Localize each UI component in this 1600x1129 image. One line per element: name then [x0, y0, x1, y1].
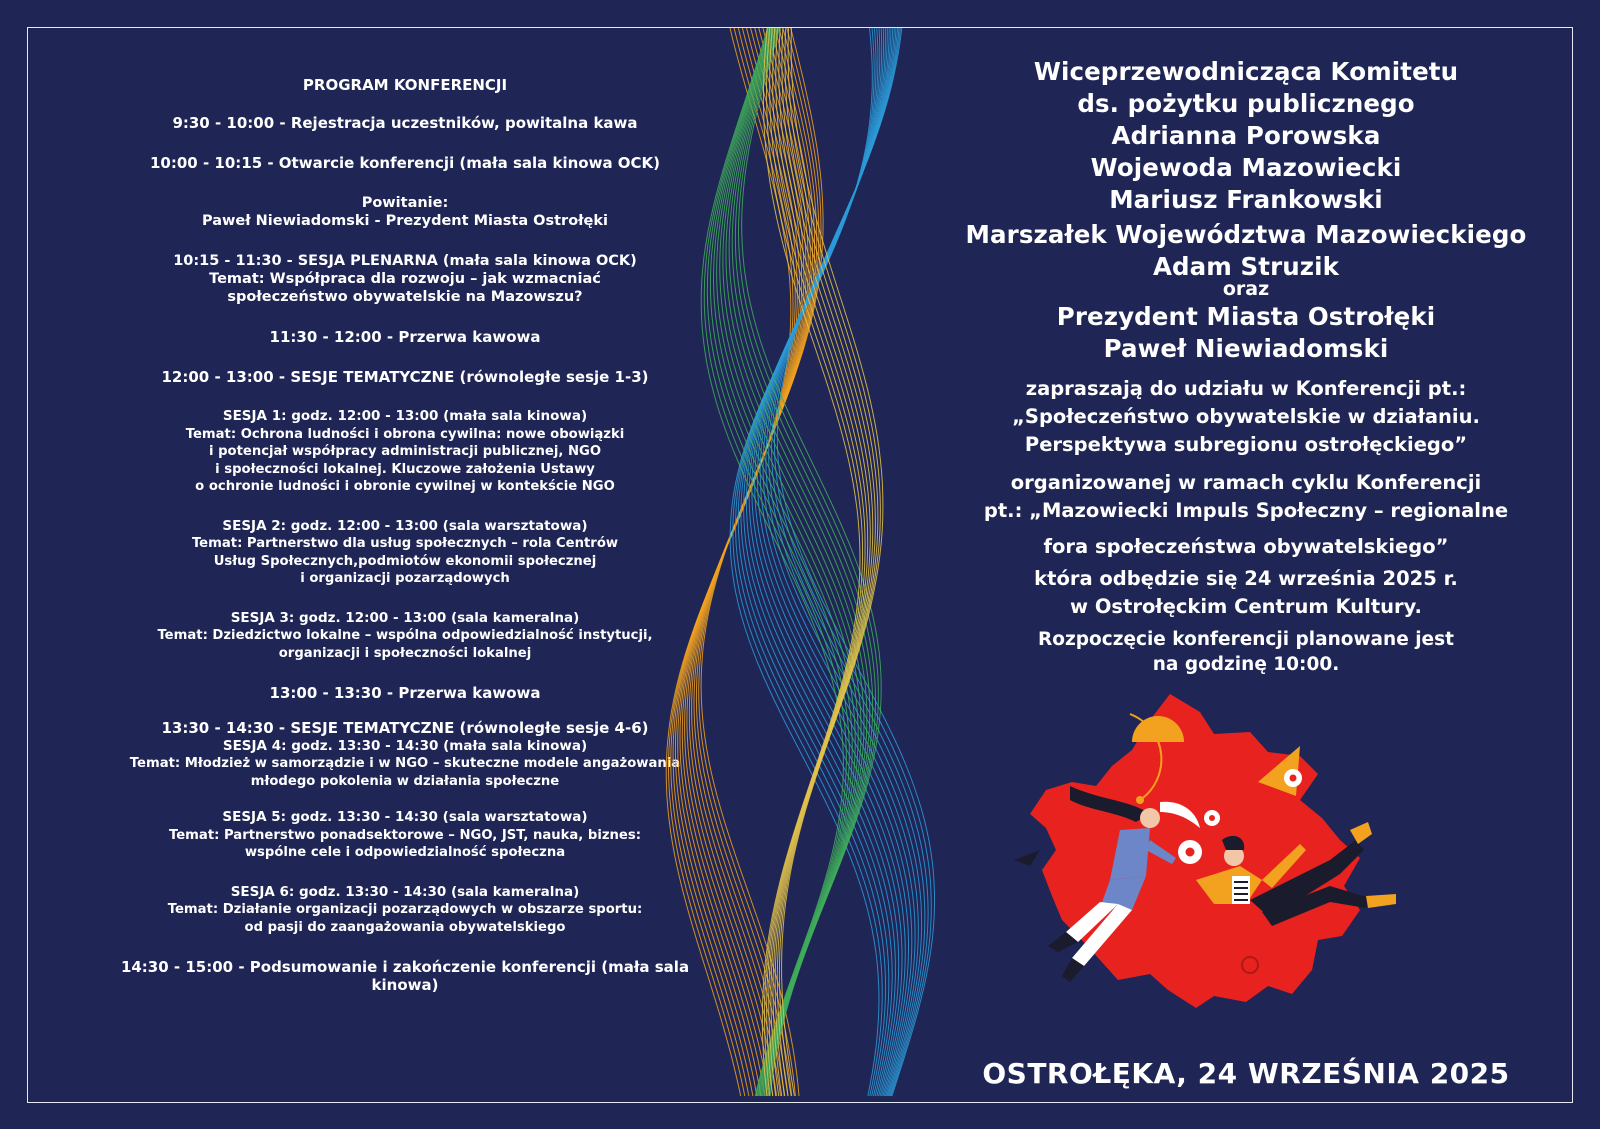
plenary-head: 10:15 - 11:30 - SESJA PLENARNA (mała sala kinowa OCK)	[173, 253, 637, 269]
program-thematic-sessions: 13:30 - 14:30 - SESJE TEMATYCZNE (równoległe sesje 4-6)	[161, 719, 649, 737]
wave-line	[707, 28, 849, 1096]
invitation-oraz: oraz	[1222, 278, 1270, 300]
program-thematic-sessions: 12:00 - 13:00 - SESJE TEMATYCZNE (równoległe sesje 1-3)	[161, 368, 649, 386]
invitation-host-line: Wiceprzewodnicząca Komitetu	[1033, 57, 1459, 86]
plenary-topic-line: Temat: Współpraca dla rozwoju – jak wzmacniać	[209, 271, 601, 287]
invitation-host-line: Marszałek Województwa Mazowieckiego	[965, 220, 1527, 249]
session-line: Usług Społecznych,podmiotów ekonomii społecznej	[213, 553, 597, 569]
session-line: wspólne cele i odpowiedzialność społeczna	[244, 845, 566, 860]
program-plenary	[85, 252, 725, 306]
session-line: Temat: Działanie organizacji pozarządowych w obszarze sportu:	[167, 902, 643, 917]
session-4	[85, 720, 725, 790]
program-welcome	[85, 194, 725, 230]
invitation-text: w Ostrołęckim Centrum Kultury.	[1070, 595, 1422, 618]
session-line: Temat: Partnerstwo ponadsektorowe – NGO, JST, nauka, biznes:	[169, 827, 641, 843]
welcome-head: Powitanie:	[361, 195, 449, 211]
session-line: i społeczności lokalnej. Kluczowe założenia Ustawy	[215, 461, 595, 477]
invitation-text: fora społeczeństwa obywatelskiego”	[1043, 535, 1449, 558]
session-line: Temat: Ochrona ludności i obrona cywilna: nowe obowiązki	[185, 426, 625, 442]
program-registration: 9:30 - 10:00 - Rejestracja uczestników, powitalna kawa	[172, 114, 638, 132]
session-line: młodego pokolenia w działania społeczne	[250, 773, 560, 789]
mazovia-map-illustration	[1000, 690, 1430, 1020]
invitation	[955, 56, 1537, 677]
invitation-text: Rozpoczęcie konferencji planowane jest	[1038, 629, 1454, 650]
invitation-host-line: Wojewoda Mazowiecki	[1090, 153, 1402, 182]
wave-line	[671, 28, 795, 1096]
session-line: Temat: Partnerstwo dla usług społecznych – rola Centrów	[191, 536, 619, 551]
session-head: SESJA 2: godz. 12:00 - 13:00 (sala warsztatowa)	[222, 517, 588, 534]
session-head: SESJA 1: godz. 12:00 - 13:00 (mała sala kinowa)	[222, 408, 588, 424]
session-line: i potencjał współpracy administracji publicznej, NGO	[208, 444, 602, 459]
wave-line	[735, 28, 875, 1096]
session-line: o ochronie ludności i obronie cywilnej w kontekście NGO	[195, 479, 615, 494]
invitation-text: „Społeczeństwo obywatelskie w działaniu.	[1012, 405, 1480, 428]
session-1	[85, 408, 725, 496]
wave-line	[666, 28, 791, 1096]
session-2	[85, 518, 725, 588]
invitation-text: pt.: „Mazowiecki Impuls Społeczny – regionalne	[983, 499, 1509, 522]
program-opening: 10:00 - 10:15 - Otwarcie konferencji (mała sala kinowa OCK)	[149, 154, 661, 172]
conference-program	[85, 76, 725, 1016]
paper-plane-icon	[1014, 850, 1040, 866]
invitation-text: na godzinę 10:00.	[1152, 654, 1340, 675]
invitation-text: Perspektywa subregionu ostrołęckiego”	[1024, 433, 1468, 456]
session-5	[85, 809, 725, 862]
gear-icon	[1204, 810, 1220, 826]
invitation-host-line: Prezydent Miasta Ostrołęki	[1056, 302, 1436, 331]
invitation-text: która odbędzie się 24 września 2025 r.	[1034, 567, 1458, 590]
invitation-host-line: Paweł Niewiadomski	[1103, 334, 1389, 363]
footer-date: OSTROŁĘKA, 24 WRZEŚNIA 2025	[982, 1057, 1510, 1090]
wave-line	[769, 28, 868, 1096]
program-break: 11:30 - 12:00 - Przerwa kawowa	[269, 328, 541, 346]
session-3	[85, 610, 725, 663]
invitation-host-line: ds. pożytku publicznego	[1077, 89, 1415, 118]
invitation-host-line: Adam Struzik	[1152, 252, 1340, 281]
session-head: SESJA 3: godz. 12:00 - 13:00 (sala kameralna)	[230, 609, 580, 626]
invitation-host-line: Mariusz Frankowski	[1109, 185, 1383, 214]
program-title: PROGRAM KONFERENCJI	[302, 76, 508, 94]
program-break: 13:00 - 13:30 - Przerwa kawowa	[269, 684, 541, 702]
session-line: Temat: Młodzież w samorządzie i w NGO – skuteczne modele angażowania	[129, 756, 681, 771]
session-line: Temat: Dziedzictwo lokalne – wspólna odpowiedzialność instytucji,	[157, 628, 653, 643]
session-head: SESJA 6: godz. 13:30 - 14:30 (sala kameralna)	[230, 883, 580, 900]
session-head: SESJA 4: godz. 13:30 - 14:30 (mała sala kinowa)	[222, 737, 588, 754]
plenary-topic-line: społeczeństwo obywatelskie na Mazowszu?	[227, 289, 583, 305]
decorative-dot	[1136, 796, 1144, 804]
session-line: od pasji do zaangażowania obywatelskiego	[244, 919, 566, 935]
welcome-person: Paweł Niewiadomski - Prezydent Miasta Ostrołęki	[201, 213, 608, 229]
invitation-host-line: Adrianna Porowska	[1111, 121, 1381, 150]
invitation-text: organizowanej w ramach cyklu Konferencji	[1010, 471, 1482, 494]
session-head: SESJA 5: godz. 13:30 - 14:30 (sala warsztatowa)	[222, 809, 588, 825]
session-6	[85, 884, 725, 937]
session-line: i organizacji pozarządowych	[300, 571, 510, 586]
program-closing: 14:30 - 15:00 - Podsumowanie i zakończenie konferencji (mała sala kinowa)	[120, 958, 690, 994]
gear-icon	[1178, 840, 1202, 864]
invitation-text: zapraszają do udziału w Konferencji pt.:	[1025, 377, 1467, 400]
decorative-waves	[640, 28, 970, 1102]
session-line: organizacji i społeczności lokalnej	[278, 645, 532, 661]
gear-icon	[1284, 769, 1302, 787]
